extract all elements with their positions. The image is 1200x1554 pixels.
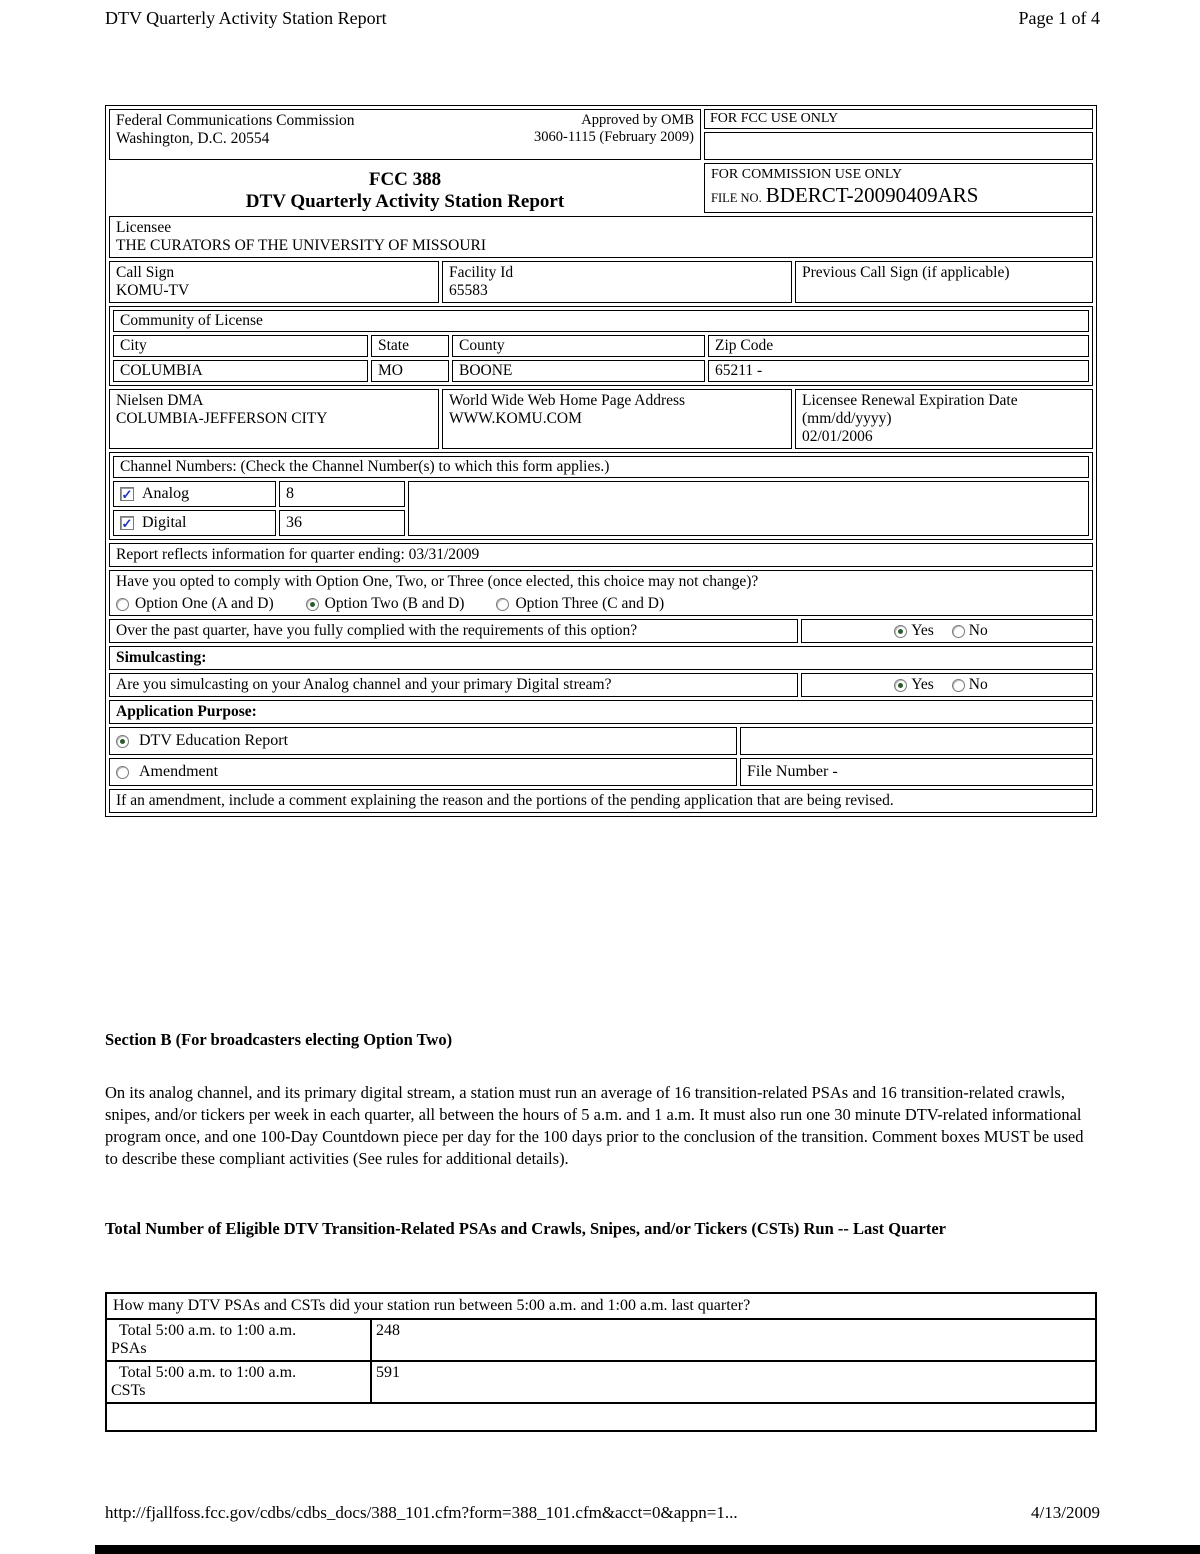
- analog-label: Analog: [142, 485, 190, 502]
- web-address-label: World Wide Web Home Page Address: [449, 392, 686, 409]
- analog-channel-row: [113, 481, 276, 507]
- city-value: COLUMBIA: [113, 360, 368, 382]
- digital-channel-row: [113, 510, 276, 536]
- option-question-block: [109, 570, 1093, 616]
- zip-label: Zip Code: [708, 335, 1089, 357]
- window-bottom-edge: [95, 1545, 1200, 1554]
- county-label: County: [452, 335, 705, 357]
- csts-label-line2: CSTs: [111, 1382, 146, 1399]
- previous-call-sign-label: Previous Call Sign (if applicable): [802, 264, 1010, 281]
- file-no-label: FILE NO.: [711, 191, 762, 205]
- commission-use-label: FOR COMMISSION USE ONLY: [711, 167, 903, 182]
- simulcasting-yes-radio[interactable]: [894, 679, 907, 692]
- simulcasting-heading: Simulcasting:: [109, 646, 1093, 670]
- facility-id-value: 65583: [449, 282, 488, 299]
- option-two-label: Option Two (B and D): [324, 595, 465, 612]
- dtv-education-report-radio[interactable]: [116, 735, 129, 748]
- page-footer: [105, 1503, 1100, 1523]
- fcc-388-form: [105, 105, 1097, 817]
- analog-channel-value: 8: [279, 481, 405, 507]
- fcc-use-only-column: [704, 109, 1093, 160]
- renewal-date-value: 02/01/2006: [802, 428, 873, 445]
- community-of-license-section: [109, 306, 1093, 386]
- section-b-heading: Section B (For broadcasters electing Option Two): [105, 1030, 453, 1049]
- dtv-education-report-label: DTV Education Report: [139, 732, 289, 749]
- option-three-radio[interactable]: [496, 598, 509, 611]
- call-sign-value: KOMU-TV: [116, 282, 190, 299]
- totals-heading: Total Number of Eligible DTV Transition-Related PSAs and Crawls, Snipes, and/or Tickers (CSTs) Run -- Last Quarter: [105, 1219, 947, 1238]
- web-address-field: [442, 389, 792, 449]
- option-two-item: [306, 595, 465, 613]
- licensee-label: Licensee: [116, 219, 172, 236]
- simulcasting-no-label: No: [968, 676, 988, 693]
- form-title-cell: [109, 163, 701, 213]
- call-sign-field: [109, 261, 439, 303]
- form-header-row: [109, 109, 1093, 160]
- nielsen-dma-label: Nielsen DMA: [116, 392, 204, 409]
- complied-no-radio[interactable]: [952, 625, 965, 638]
- digital-label: Digital: [142, 514, 187, 531]
- file-no-value: BDERCT-20090409ARS: [765, 183, 979, 207]
- omb-number: 3060-1115 (February 2009): [533, 129, 694, 145]
- form-title: DTV Quarterly Activity Station Report: [245, 191, 565, 212]
- option-two-radio[interactable]: [306, 598, 319, 611]
- facility-id-label: Facility Id: [449, 264, 514, 281]
- previous-call-sign-value: [802, 282, 1086, 300]
- psas-row: [107, 1320, 1095, 1362]
- state-value: MO: [371, 360, 449, 382]
- psas-label: [107, 1320, 372, 1360]
- form-number: FCC 388: [368, 169, 442, 190]
- analog-checkbox[interactable]: [120, 487, 134, 501]
- section-b-paragraph: On its analog channel, and its primary digital stream, a station must run an average of 16 transition-related PSAs and 16 transition-related crawls, snipes, and/or tickers per week in each quarter, all between the hours of 5 a.m. and 1 a.m. It must also run one 30 minute DTV-related informational program once, and one 100-Day Countdown piece per day for the 100 days prior to the conclusion of the transition. Comment boxes MUST be used to describe these compliant activities (See rules for additional details).: [105, 1083, 1084, 1168]
- amendment-radio[interactable]: [116, 766, 129, 779]
- page-header-title: DTV Quarterly Activity Station Report: [105, 8, 387, 28]
- option-three-label: Option Three (C and D): [515, 595, 665, 612]
- commission-use-cell: [704, 163, 1093, 213]
- option-one-item: [116, 595, 274, 613]
- simulcasting-question: Are you simulcasting on your Analog channel and your primary Digital stream?: [109, 673, 798, 697]
- previous-call-sign-field: [795, 261, 1093, 303]
- channel-numbers-label: Channel Numbers: (Check the Channel Number(s) to which this form applies.): [113, 456, 1089, 478]
- page-header: [105, 8, 1100, 29]
- complied-yes-radio[interactable]: [894, 625, 907, 638]
- county-value: BOONE: [452, 360, 705, 382]
- totals-table: [105, 1292, 1097, 1432]
- psas-value: 248: [376, 1322, 400, 1339]
- agency-cell: [109, 109, 701, 160]
- option-one-radio[interactable]: [116, 598, 129, 611]
- nielsen-dma-field: [109, 389, 439, 449]
- complied-answer-cell: [801, 619, 1093, 643]
- simulcasting-answer-cell: [801, 673, 1093, 697]
- channel-numbers-section: [109, 452, 1093, 540]
- psas-label-line2: PSAs: [111, 1340, 147, 1357]
- option-three-item: [496, 595, 664, 613]
- agency-address: Washington, D.C. 20554: [116, 130, 270, 147]
- state-label: State: [371, 335, 449, 357]
- renewal-date-label-2: (mm/dd/yyyy): [802, 410, 892, 427]
- option-question: Have you opted to comply with Option One, Two, or Three (once elected, this choice may not change)?: [116, 573, 759, 590]
- psas-label-line1: Total 5:00 a.m. to 1:00 a.m.: [119, 1322, 297, 1339]
- digital-checkbox[interactable]: [120, 516, 134, 530]
- fcc-use-only-label: FOR FCC USE ONLY: [704, 109, 1093, 129]
- nielsen-dma-value: COLUMBIA-JEFFERSON CITY: [116, 410, 328, 427]
- fcc-use-only-box: [704, 132, 1093, 160]
- web-address-value: WWW.KOMU.COM: [449, 410, 582, 427]
- totals-table-empty-row: [107, 1404, 1095, 1430]
- dtv-education-report-row: [109, 727, 737, 755]
- amendment-label: Amendment: [139, 763, 219, 780]
- simulcasting-no-radio[interactable]: [952, 679, 965, 692]
- csts-label-line1: Total 5:00 a.m. to 1:00 a.m.: [119, 1364, 297, 1381]
- complied-no-label: No: [968, 622, 988, 639]
- footer-date: 4/13/2009: [1031, 1503, 1100, 1522]
- file-number-cell: File Number -: [740, 758, 1093, 786]
- renewal-date-label-1: Licensee Renewal Expiration Date: [802, 392, 1018, 409]
- zip-value: 65211 -: [708, 360, 1089, 382]
- channel-numbers-empty-box: [408, 481, 1089, 536]
- amendment-row: [109, 758, 737, 786]
- city-label: City: [113, 335, 368, 357]
- purpose-empty-cell: [740, 727, 1093, 755]
- call-sign-label: Call Sign: [116, 264, 175, 281]
- agency-name: Federal Communications Commission: [116, 112, 355, 129]
- digital-channel-value: 36: [279, 510, 405, 536]
- renewal-date-field: [795, 389, 1093, 449]
- form-title-row: [109, 163, 1093, 213]
- facility-id-field: [442, 261, 792, 303]
- licensee-field: [109, 216, 1093, 258]
- community-label: Community of License: [113, 310, 1089, 332]
- complied-question: Over the past quarter, have you fully complied with the requirements of this option?: [109, 619, 798, 643]
- application-purpose-heading: Application Purpose:: [109, 700, 1093, 724]
- csts-label: [107, 1362, 372, 1402]
- licensee-value: THE CURATORS OF THE UNIVERSITY OF MISSOURI: [116, 237, 487, 254]
- footer-url: http://fjallfoss.fcc.gov/cdbs/cdbs_docs/388_101.cfm?form=388_101.cfm&acct=0&appn=1...: [105, 1503, 738, 1522]
- simulcasting-yes-label: Yes: [911, 676, 934, 693]
- page-number: Page 1 of 4: [1018, 8, 1100, 28]
- option-one-label: Option One (A and D): [135, 595, 274, 612]
- csts-value: 591: [376, 1364, 400, 1381]
- omb-approved: Approved by OMB: [581, 112, 694, 128]
- quarter-ending-line: Report reflects information for quarter ending: 03/31/2009: [109, 543, 1093, 567]
- amendment-note: If an amendment, include a comment explaining the reason and the portions of the pending application that are being revised.: [109, 789, 1093, 813]
- csts-row: [107, 1362, 1095, 1404]
- complied-yes-label: Yes: [911, 622, 934, 639]
- totals-question: How many DTV PSAs and CSTs did your station run between 5:00 a.m. and 1:00 a.m. last quarter?: [107, 1294, 1095, 1320]
